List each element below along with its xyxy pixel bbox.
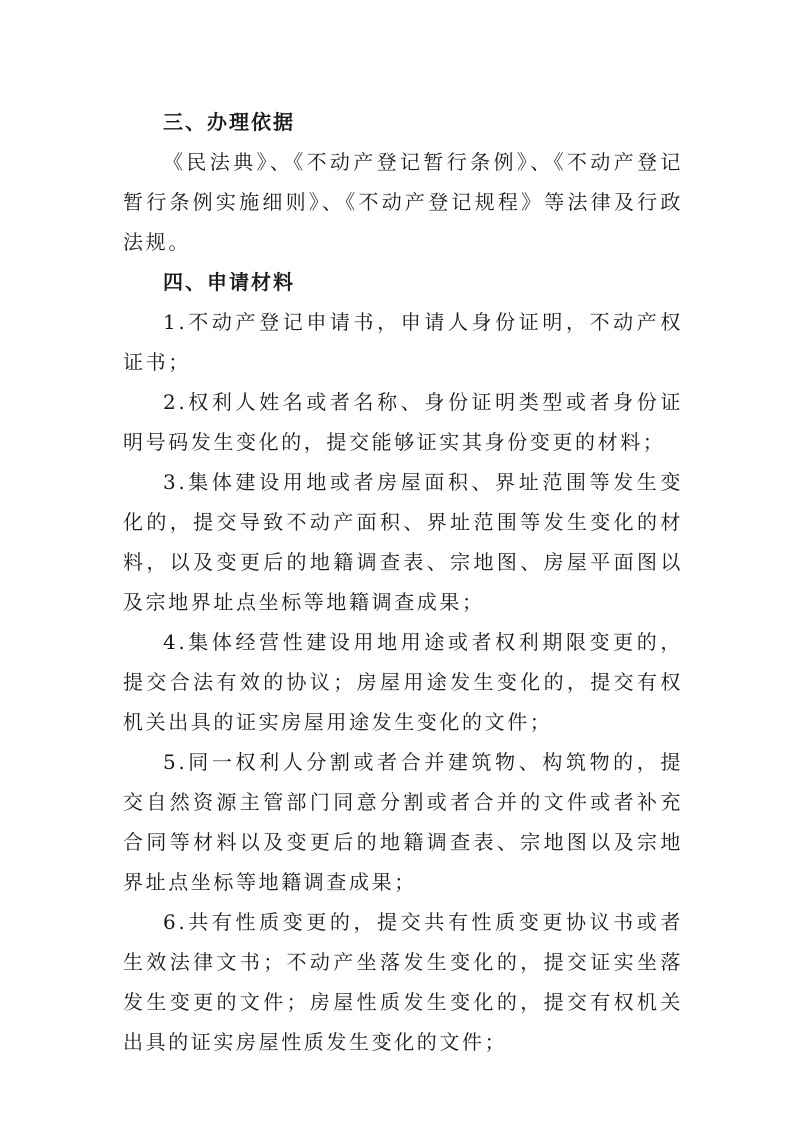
material-item-5: 5.同一权利人分割或者合并建筑物、构筑物的，提交自然资源主管部门同意分割或者合并的文件或者补充合同等材料以及变更后的地籍调查表、宗地图以及宗地界址点坐标等地籍调查成果； <box>123 750 683 894</box>
section-heading-materials: 四、申请材料 <box>163 270 295 294</box>
section-heading-basis: 三、办理依据 <box>163 110 295 134</box>
material-item-6: 6.共有性质变更的，提交共有性质变更协议书或者生效法律文书；不动产坐落发生变化的，提交证实坐落发生变更的文件；房屋性质发生变化的，提交有权机关出具的证实房屋性质发生变化的文件； <box>123 910 683 1054</box>
material-item-1: 1.不动产登记申请书，申请人身份证明，不动产权证书； <box>123 310 683 374</box>
material-item-2: 2.权利人姓名或者名称、身份证明类型或者身份证明号码发生变化的，提交能够证实其身份变更的材料； <box>123 390 683 454</box>
basis-paragraph: 《民法典》、《不动产登记暂行条例》、《不动产登记暂行条例实施细则》、《不动产登记规程》等法律及行政法规。 <box>123 150 683 254</box>
material-item-4: 4.集体经营性建设用地用途或者权利期限变更的，提交合法有效的协议；房屋用途发生变化的，提交有权机关出具的证实房屋用途发生变化的文件； <box>123 630 683 734</box>
material-item-3: 3.集体建设用地或者房屋面积、界址范围等发生变化的，提交导致不动产面积、界址范围等发生变化的材料，以及变更后的地籍调查表、宗地图、房屋平面图以及宗地界址点坐标等地籍调查成果； <box>123 470 683 614</box>
document-body <box>123 102 683 1062</box>
